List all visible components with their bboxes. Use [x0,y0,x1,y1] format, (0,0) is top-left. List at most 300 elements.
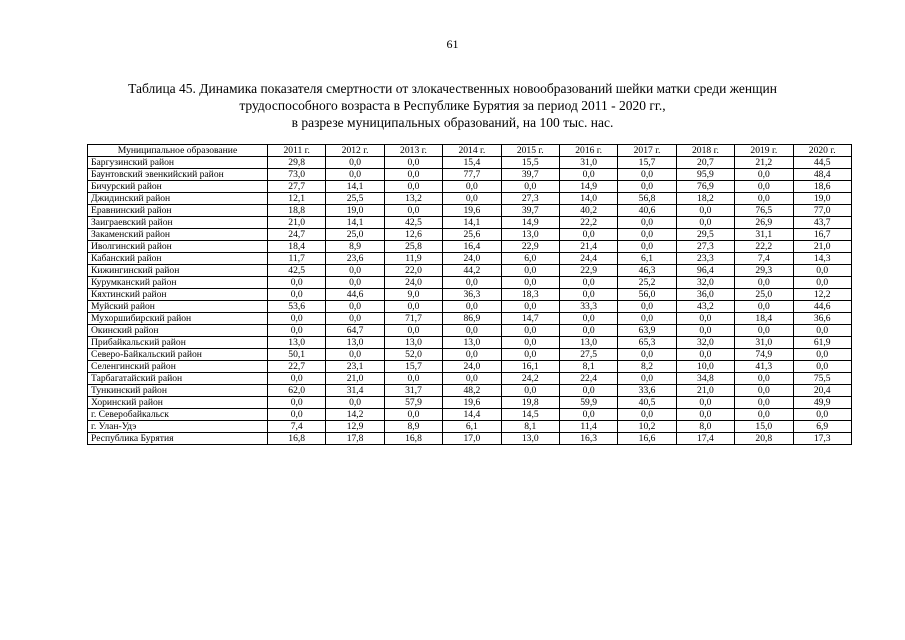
rate-cell: 32,0 [676,277,734,289]
rate-cell: 23,6 [326,253,384,265]
rate-cell: 25,2 [618,277,676,289]
rate-cell: 76,5 [735,205,793,217]
rate-cell: 0,0 [268,277,326,289]
rate-cell: 16,8 [384,433,442,445]
municipality-cell: г. Улан-Удэ [88,421,268,433]
rate-cell: 8,1 [559,361,617,373]
rate-cell: 0,0 [501,265,559,277]
rate-cell: 0,0 [326,265,384,277]
rate-cell: 0,0 [735,385,793,397]
table-row [88,373,852,385]
rate-cell: 33,6 [618,385,676,397]
rate-cell: 12,9 [326,421,384,433]
rate-cell: 21,4 [559,241,617,253]
table-row [88,157,852,169]
rate-cell: 25,8 [384,241,442,253]
municipality-cell: Баргузинский район [88,157,268,169]
rate-cell: 19,0 [793,193,851,205]
rate-cell: 48,4 [793,169,851,181]
rate-cell: 75,5 [793,373,851,385]
rate-cell: 36,0 [676,289,734,301]
rate-cell: 0,0 [501,349,559,361]
rate-cell: 0,0 [501,181,559,193]
table-row [88,325,852,337]
rate-cell: 56,0 [618,289,676,301]
table-row [88,289,852,301]
rate-cell: 16,7 [793,229,851,241]
rate-cell: 0,0 [793,265,851,277]
rate-cell: 0,0 [735,409,793,421]
municipality-cell: Бичурский район [88,181,268,193]
rate-cell: 0,0 [793,325,851,337]
rate-cell: 17,4 [676,433,734,445]
rate-cell: 52,0 [384,349,442,361]
rate-cell: 24,0 [384,277,442,289]
rate-cell: 0,0 [676,397,734,409]
table-row [88,241,852,253]
rate-cell: 22,9 [559,265,617,277]
rate-cell: 0,0 [443,349,501,361]
rate-cell: 0,0 [676,349,734,361]
table-row [88,253,852,265]
municipality-cell: Прибайкальский район [88,337,268,349]
rate-cell: 31,0 [559,157,617,169]
rate-cell: 22,9 [501,241,559,253]
rate-cell: 21,2 [735,157,793,169]
municipality-cell: Тункинский район [88,385,268,397]
table-row [88,337,852,349]
rate-cell: 13,0 [501,433,559,445]
rate-cell: 31,0 [735,337,793,349]
rate-cell: 16,3 [559,433,617,445]
rate-cell: 0,0 [793,277,851,289]
rate-cell: 0,0 [559,385,617,397]
rate-cell: 0,0 [793,349,851,361]
rate-cell: 24,7 [268,229,326,241]
rate-cell: 15,7 [618,157,676,169]
rate-cell: 14,9 [501,217,559,229]
table-row [88,169,852,181]
municipality-cell: Курумканский район [88,277,268,289]
rate-cell: 27,3 [676,241,734,253]
rate-cell: 0,0 [559,229,617,241]
rate-cell: 26,9 [735,217,793,229]
rate-cell: 0,0 [676,313,734,325]
rate-cell: 24,0 [443,361,501,373]
rate-cell: 44,2 [443,265,501,277]
rate-cell: 20,8 [735,433,793,445]
column-header: 2017 г. [618,145,676,157]
rate-cell: 14,1 [326,181,384,193]
municipality-cell: Северо-Байкальский район [88,349,268,361]
rate-cell: 95,9 [676,169,734,181]
rate-cell: 13,2 [384,193,442,205]
rate-cell: 0,0 [735,325,793,337]
municipality-cell: Мухоршибирский район [88,313,268,325]
rate-cell: 0,0 [443,301,501,313]
rate-cell: 6,0 [501,253,559,265]
rate-cell: 27,7 [268,181,326,193]
rate-cell: 17,0 [443,433,501,445]
rate-cell: 0,0 [559,409,617,421]
rate-cell: 27,5 [559,349,617,361]
rate-cell: 50,1 [268,349,326,361]
rate-cell: 12,2 [793,289,851,301]
rate-cell: 22,4 [559,373,617,385]
rate-cell: 53,6 [268,301,326,313]
rate-cell: 20,7 [676,157,734,169]
rate-cell: 15,0 [735,421,793,433]
rate-cell: 56,8 [618,193,676,205]
rate-cell: 0,0 [501,301,559,313]
rate-cell: 18,2 [676,193,734,205]
rate-cell: 77,0 [793,205,851,217]
column-header: 2016 г. [559,145,617,157]
rate-cell: 10,0 [676,361,734,373]
table-row [88,421,852,433]
municipality-cell: Муйский район [88,301,268,313]
rate-cell: 0,0 [384,169,442,181]
rate-cell: 14,9 [559,181,617,193]
caption-line-1: Таблица 45. Динамика показателя смертности от злокачественных новообразований шейки матки среди женщин [128,81,777,96]
rate-cell: 22,2 [559,217,617,229]
rate-cell: 13,0 [559,337,617,349]
rate-cell: 86,9 [443,313,501,325]
municipality-cell: Кижингинский район [88,265,268,277]
rate-cell: 65,3 [618,337,676,349]
rate-cell: 11,4 [559,421,617,433]
rate-cell: 15,7 [384,361,442,373]
rate-cell: 0,0 [618,349,676,361]
caption-line-2: трудоспособного возраста в Республике Бурятия за период 2011 - 2020 гг., [239,98,666,113]
rate-cell: 7,4 [735,253,793,265]
rate-cell: 44,6 [793,301,851,313]
rate-cell: 0,0 [443,193,501,205]
rate-cell: 8,0 [676,421,734,433]
rate-cell: 0,0 [618,409,676,421]
rate-cell: 76,9 [676,181,734,193]
municipality-cell: Хоринский район [88,397,268,409]
rate-cell: 43,7 [793,217,851,229]
rate-cell: 33,3 [559,301,617,313]
rate-cell: 8,9 [326,241,384,253]
rate-cell: 13,0 [384,337,442,349]
rate-cell: 0,0 [443,373,501,385]
table-caption [60,80,845,131]
rate-cell: 12,1 [268,193,326,205]
rate-cell: 29,3 [735,265,793,277]
rate-cell: 25,0 [735,289,793,301]
rate-cell: 14,5 [501,409,559,421]
rate-cell: 27,3 [501,193,559,205]
municipality-cell: Селенгинский район [88,361,268,373]
table-body [88,157,852,445]
rate-cell: 25,0 [326,229,384,241]
rate-cell: 22,0 [384,265,442,277]
column-header: 2015 г. [501,145,559,157]
rate-cell: 9,0 [384,289,442,301]
rate-cell: 0,0 [268,409,326,421]
rate-cell: 0,0 [735,193,793,205]
rate-cell: 8,9 [384,421,442,433]
rate-cell: 0,0 [618,181,676,193]
municipality-cell: Республика Бурятия [88,433,268,445]
rate-cell: 25,6 [443,229,501,241]
table-row [88,361,852,373]
rate-cell: 0,0 [268,397,326,409]
table-row [88,433,852,445]
table-row [88,313,852,325]
rate-cell: 0,0 [735,301,793,313]
rate-cell: 16,1 [501,361,559,373]
rate-cell: 0,0 [793,409,851,421]
rate-cell: 0,0 [618,373,676,385]
rate-cell: 10,2 [618,421,676,433]
municipality-cell: Кяхтинский район [88,289,268,301]
rate-cell: 14,1 [443,217,501,229]
rate-cell: 77,7 [443,169,501,181]
rate-cell: 13,0 [326,337,384,349]
rate-cell: 8,2 [618,361,676,373]
rate-cell: 0,0 [326,349,384,361]
column-header: 2019 г. [735,145,793,157]
rate-cell: 0,0 [501,325,559,337]
rate-cell: 43,2 [676,301,734,313]
rate-cell: 21,0 [676,385,734,397]
rate-cell: 0,0 [326,169,384,181]
rate-cell: 40,6 [618,205,676,217]
table-row [88,397,852,409]
rate-cell: 21,0 [793,241,851,253]
rate-cell: 39,7 [501,205,559,217]
rate-cell: 0,0 [559,277,617,289]
rate-cell: 16,8 [268,433,326,445]
table-row [88,301,852,313]
rate-cell: 22,2 [735,241,793,253]
rate-cell: 18,4 [735,313,793,325]
rate-cell: 25,5 [326,193,384,205]
rate-cell: 14,7 [501,313,559,325]
page-number: 61 [446,37,459,51]
rate-cell: 0,0 [501,337,559,349]
rate-cell: 0,0 [735,397,793,409]
rate-cell: 31,7 [384,385,442,397]
rate-cell: 42,5 [268,265,326,277]
municipality-cell: Джидинский район [88,193,268,205]
rate-cell: 12,6 [384,229,442,241]
rate-cell: 24,2 [501,373,559,385]
rate-cell: 21,0 [326,373,384,385]
rate-cell: 13,0 [443,337,501,349]
caption-line-3: в разрезе муниципальных образований, на 100 тыс. нас. [291,115,614,130]
rate-cell: 0,0 [443,325,501,337]
rate-cell: 16,6 [618,433,676,445]
rate-cell: 18,8 [268,205,326,217]
rate-cell: 0,0 [559,325,617,337]
rate-cell: 0,0 [618,217,676,229]
column-header: 2020 г. [793,145,851,157]
rate-cell: 18,4 [268,241,326,253]
rate-cell: 22,7 [268,361,326,373]
municipality-cell: Кабанский район [88,253,268,265]
rate-cell: 0,0 [559,169,617,181]
table-row [88,205,852,217]
rate-cell: 15,5 [501,157,559,169]
rate-cell: 0,0 [268,373,326,385]
rate-cell: 49,9 [793,397,851,409]
rate-cell: 71,7 [384,313,442,325]
rate-cell: 19,8 [501,397,559,409]
rate-cell: 74,9 [735,349,793,361]
rate-cell: 0,0 [559,313,617,325]
rate-cell: 15,4 [443,157,501,169]
municipality-cell: Иволгинский район [88,241,268,253]
rate-cell: 0,0 [443,181,501,193]
column-header: 2012 г. [326,145,384,157]
table-row [88,349,852,361]
rate-cell: 64,7 [326,325,384,337]
municipality-cell: Закаменский район [88,229,268,241]
rate-cell: 0,0 [443,277,501,289]
rate-cell: 0,0 [384,373,442,385]
rate-cell: 19,6 [443,205,501,217]
table-row [88,193,852,205]
rate-cell: 36,3 [443,289,501,301]
rate-cell: 14,1 [326,217,384,229]
table-row [88,217,852,229]
rate-cell: 41,3 [735,361,793,373]
municipality-cell: Тарбагатайский район [88,373,268,385]
rate-cell: 0,0 [501,385,559,397]
rate-cell: 14,0 [559,193,617,205]
rate-cell: 31,4 [326,385,384,397]
rate-cell: 7,4 [268,421,326,433]
rate-cell: 6,1 [443,421,501,433]
rate-cell: 0,0 [326,397,384,409]
rate-cell: 20,4 [793,385,851,397]
rate-cell: 62,0 [268,385,326,397]
rate-cell: 21,0 [268,217,326,229]
mortality-table [87,144,852,445]
rate-cell: 17,8 [326,433,384,445]
rate-cell: 31,1 [735,229,793,241]
column-header: Муниципальное образование [88,145,268,157]
rate-cell: 0,0 [268,313,326,325]
rate-cell: 0,0 [735,277,793,289]
rate-cell: 40,2 [559,205,617,217]
rate-cell: 16,4 [443,241,501,253]
rate-cell: 0,0 [735,373,793,385]
rate-cell: 0,0 [384,325,442,337]
rate-cell: 59,9 [559,397,617,409]
rate-cell: 44,5 [793,157,851,169]
rate-cell: 39,7 [501,169,559,181]
rate-cell: 8,1 [501,421,559,433]
table-row [88,409,852,421]
rate-cell: 44,6 [326,289,384,301]
rate-cell: 13,0 [501,229,559,241]
rate-cell: 40,5 [618,397,676,409]
rate-cell: 0,0 [326,157,384,169]
rate-cell: 46,3 [618,265,676,277]
rate-cell: 14,2 [326,409,384,421]
rate-cell: 0,0 [268,289,326,301]
rate-cell: 0,0 [618,313,676,325]
rate-cell: 29,5 [676,229,734,241]
rate-cell: 0,0 [618,169,676,181]
rate-cell: 0,0 [384,205,442,217]
rate-cell: 23,1 [326,361,384,373]
column-header: 2013 г. [384,145,442,157]
municipality-cell: Еравнинский район [88,205,268,217]
rate-cell: 0,0 [384,157,442,169]
rate-cell: 0,0 [326,301,384,313]
rate-cell: 0,0 [735,181,793,193]
table-row [88,229,852,241]
rate-cell: 0,0 [793,361,851,373]
rate-cell: 36,6 [793,313,851,325]
rate-cell: 96,4 [676,265,734,277]
rate-cell: 0,0 [676,205,734,217]
table-row [88,277,852,289]
column-header: 2011 г. [268,145,326,157]
rate-cell: 32,0 [676,337,734,349]
rate-cell: 24,0 [443,253,501,265]
rate-cell: 11,7 [268,253,326,265]
table-header-row [88,145,852,157]
municipality-cell: Окинский район [88,325,268,337]
table-row [88,181,852,193]
rate-cell: 63,9 [618,325,676,337]
rate-cell: 29,8 [268,157,326,169]
rate-cell: 6,9 [793,421,851,433]
rate-cell: 0,0 [326,277,384,289]
rate-cell: 48,2 [443,385,501,397]
rate-cell: 0,0 [618,301,676,313]
rate-cell: 0,0 [326,313,384,325]
rate-cell: 6,1 [618,253,676,265]
rate-cell: 17,3 [793,433,851,445]
rate-cell: 14,3 [793,253,851,265]
rate-cell: 0,0 [501,277,559,289]
rate-cell: 73,0 [268,169,326,181]
rate-cell: 57,9 [384,397,442,409]
municipality-cell: Заиграевский район [88,217,268,229]
rate-cell: 61,9 [793,337,851,349]
rate-cell: 0,0 [384,301,442,313]
rate-cell: 19,6 [443,397,501,409]
rate-cell: 0,0 [618,229,676,241]
column-header: 2014 г. [443,145,501,157]
rate-cell: 0,0 [384,181,442,193]
rate-cell: 0,0 [676,409,734,421]
rate-cell: 0,0 [268,325,326,337]
rate-cell: 0,0 [559,289,617,301]
rate-cell: 0,0 [676,217,734,229]
rate-cell: 0,0 [618,241,676,253]
table-row [88,265,852,277]
rate-cell: 0,0 [676,325,734,337]
rate-cell: 42,5 [384,217,442,229]
municipality-cell: Баунтовский эвенкийский район [88,169,268,181]
rate-cell: 19,0 [326,205,384,217]
rate-cell: 13,0 [268,337,326,349]
rate-cell: 14,4 [443,409,501,421]
rate-cell: 0,0 [735,169,793,181]
column-header: 2018 г. [676,145,734,157]
rate-cell: 24,4 [559,253,617,265]
rate-cell: 23,3 [676,253,734,265]
